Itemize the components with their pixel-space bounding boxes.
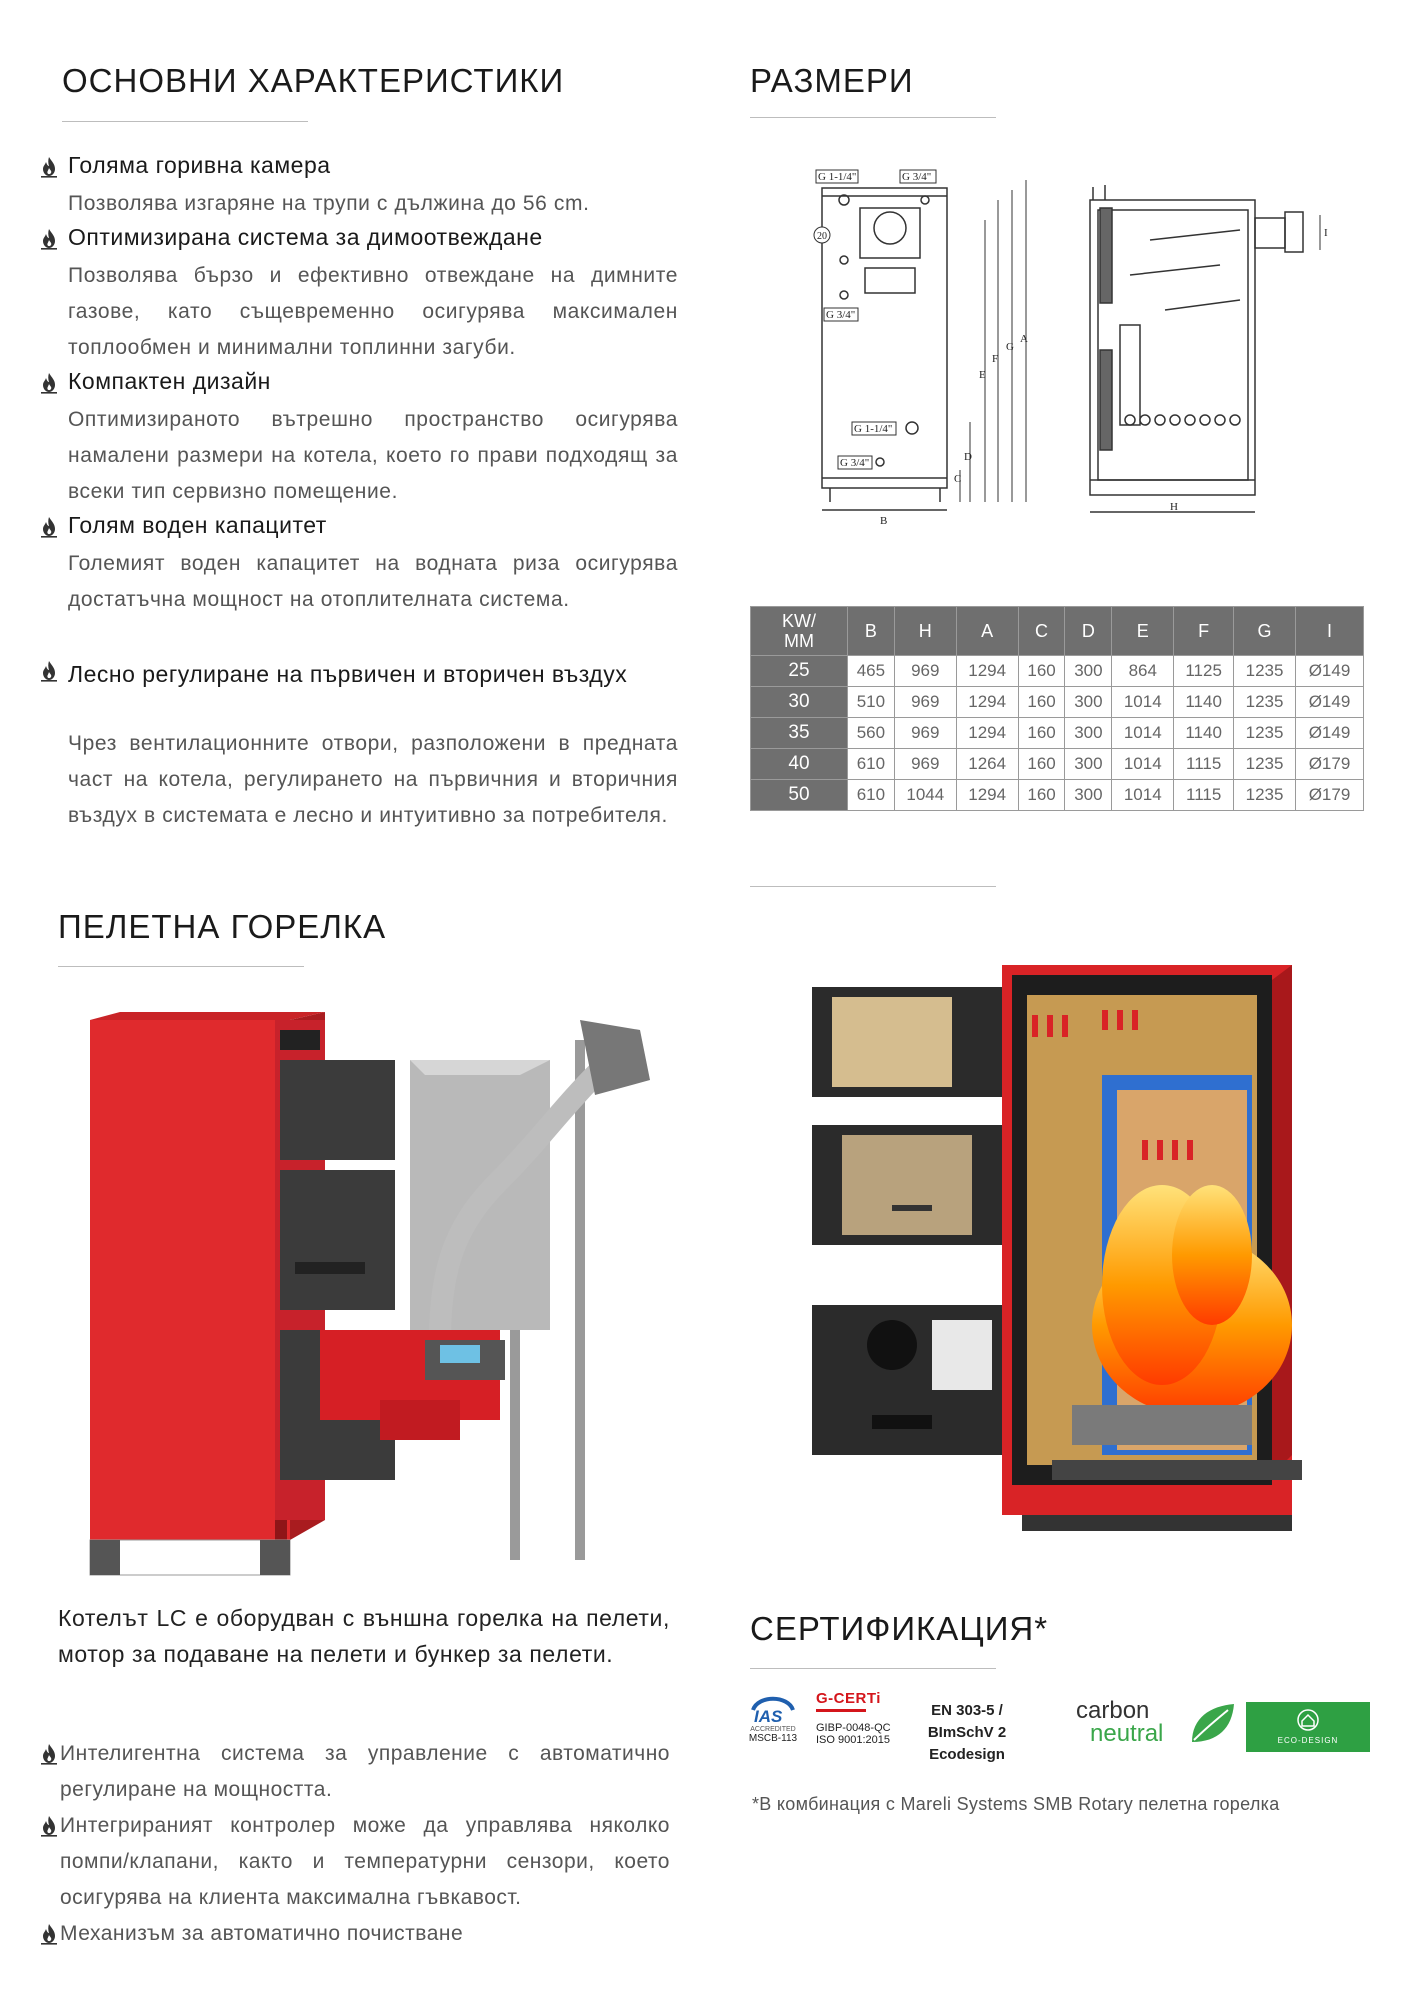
table-cell: 1235	[1234, 718, 1296, 749]
table-cell: 610	[848, 749, 895, 780]
table-cell: 864	[1112, 656, 1174, 687]
label-g114-bottom: G 1-1/4"	[854, 423, 893, 435]
pellet-bullet: Интелигентна система за управление с автоматично регулиране на мощността.	[60, 1742, 670, 1801]
feature-title: Голям воден капацитет	[68, 512, 327, 538]
table-cell: 300	[1065, 780, 1112, 811]
flame-icon	[40, 1815, 58, 1837]
table-cell: 969	[894, 656, 956, 687]
label-C: C	[954, 473, 962, 485]
column-header: D	[1065, 607, 1112, 656]
boiler-cutaway-image	[772, 955, 1338, 1535]
table-cell: 300	[1065, 687, 1112, 718]
table-cell: 160	[1018, 656, 1065, 687]
table-cell: 1294	[956, 718, 1018, 749]
column-header: F	[1174, 607, 1234, 656]
flame-icon	[40, 228, 58, 250]
table-cell: 1235	[1234, 749, 1296, 780]
table-cell: 1014	[1112, 780, 1174, 811]
label-g34-mid: G 3/4"	[826, 309, 856, 321]
flame-icon	[40, 156, 58, 178]
table-row	[751, 656, 1364, 687]
en-line1: EN 303-5 / BImSchV 2	[927, 1702, 1007, 1741]
gcert-code1: GIBP-0048-QC	[816, 1722, 891, 1734]
column-header: H	[894, 607, 956, 656]
table-cell: Ø149	[1296, 656, 1364, 687]
table-cell: 1235	[1234, 780, 1296, 811]
table-cell: 1294	[956, 780, 1018, 811]
certification-footnote: *В комбинация с Mareli Systems SMB Rotary пелетна горелка	[752, 1794, 1280, 1814]
table-cell: 1235	[1234, 656, 1296, 687]
table-cell: 1294	[956, 687, 1018, 718]
row-kw: 30	[751, 687, 848, 718]
label-F: F	[992, 353, 999, 365]
heading-divider	[750, 1668, 996, 1669]
eco-house-icon	[1296, 1708, 1320, 1732]
row-kw: 40	[751, 749, 848, 780]
carbon-text: carbon	[1076, 1697, 1150, 1724]
table-cell: 300	[1065, 656, 1112, 687]
ecodesign-text: ECO-DESIGN	[1277, 1736, 1339, 1745]
table-row	[751, 749, 1364, 780]
table-row	[751, 687, 1364, 718]
leaf-icon	[1188, 1700, 1236, 1746]
label-G: G	[1006, 341, 1014, 353]
en-line2: Ecodesign	[929, 1746, 1005, 1763]
table-row	[751, 780, 1364, 811]
label-H: H	[1170, 501, 1178, 513]
feature-title: Компактен дизайн	[68, 368, 271, 394]
table-cell: 160	[1018, 780, 1065, 811]
row-kw: 25	[751, 656, 848, 687]
table-corner: KW/ MM	[751, 607, 848, 656]
ias-mark: IAS	[754, 1707, 783, 1726]
row-kw: 35	[751, 718, 848, 749]
feature-desc: Големият воден капацитет на водната риза осигурява достатъчна мощност на отоплителната система.	[68, 552, 678, 611]
column-header: I	[1296, 607, 1364, 656]
en-standard	[902, 1700, 1032, 1766]
feature-desc: Позволява бързо и ефективно отвеждане на димните газове, като същевременно осигурява максимален топлообмен и минимални топлинни загуби.	[68, 264, 678, 359]
label-20: 20	[817, 231, 827, 242]
table-cell: Ø179	[1296, 749, 1364, 780]
gcert-text: G-CERTi	[816, 1690, 881, 1707]
neutral-text: neutral	[1090, 1720, 1164, 1747]
section-divider	[750, 886, 996, 887]
table-cell: 1115	[1174, 749, 1234, 780]
pellet-intro: Котелът LC е оборудван с външна горелка на пелети, мотор за подаване на пелети и бункер за пелети.	[58, 1605, 670, 1667]
column-header: E	[1112, 607, 1174, 656]
table-cell: 160	[1018, 749, 1065, 780]
main-features-heading: ОСНОВНИ ХАРАКТЕРИСТИКИ	[62, 62, 565, 99]
certification-heading: СЕРТИФИКАЦИЯ*	[750, 1610, 1049, 1647]
pellet-boiler-image	[80, 1000, 660, 1580]
pellet-bullet: Интегрираният контролер може да управлява няколко помпи/клапани, както и температурни сензори, което осигурява на клиента максимална гъвкавост.	[60, 1814, 670, 1909]
label-D: D	[964, 451, 972, 463]
column-header: B	[848, 607, 895, 656]
column-header: C	[1018, 607, 1065, 656]
table-row	[751, 718, 1364, 749]
table-cell: 1140	[1174, 687, 1234, 718]
table-cell: Ø149	[1296, 687, 1364, 718]
feature-desc: Оптимизираното вътрешно пространство осигурява намалени размери на котела, което го прави подходящ за всеки тип сервизно помещение.	[68, 408, 678, 503]
ias-accredited: ACCREDITED	[750, 1726, 796, 1733]
label-g34-top: G 3/4"	[902, 171, 932, 183]
gcert-mark	[816, 1690, 896, 1707]
feature-title: Лесно регулиране на първичен и вторичен въздух	[68, 661, 628, 687]
table-cell: 1125	[1174, 656, 1234, 687]
table-cell: 1235	[1234, 687, 1296, 718]
label-g114-top: G 1-1/4"	[818, 171, 857, 183]
carbon-neutral-logo	[1076, 1697, 1236, 1760]
heading-divider	[750, 117, 996, 118]
table-cell: 969	[894, 749, 956, 780]
table-cell: Ø179	[1296, 780, 1364, 811]
dimensions-heading: РАЗМЕРИ	[750, 62, 914, 99]
table-cell: 1115	[1174, 780, 1234, 811]
row-kw: 50	[751, 780, 848, 811]
pellet-bullet: Механизъм за автоматично почистване	[60, 1922, 464, 1945]
label-E: E	[979, 369, 986, 381]
table-cell: 610	[848, 780, 895, 811]
table-cell: 1044	[894, 780, 956, 811]
flame-icon	[40, 516, 58, 538]
feature-title: Голяма горивна камера	[68, 152, 331, 178]
table-cell: 300	[1065, 718, 1112, 749]
table-cell: 160	[1018, 718, 1065, 749]
dimension-drawing	[800, 160, 1340, 527]
gcert-logo	[816, 1690, 896, 1746]
heading-divider	[58, 966, 304, 967]
table-body	[751, 656, 1364, 811]
flame-icon	[40, 660, 58, 682]
feature-desc: Чрез вентилационните отвори, разположени в предната част на котела, регулирането на първичния и вторичния въздух в системата е лесно и интуитивно за потребителя.	[68, 732, 678, 827]
label-B: B	[880, 515, 888, 527]
table-cell: 1014	[1112, 687, 1174, 718]
table-cell: 510	[848, 687, 895, 718]
table-cell: 1264	[956, 749, 1018, 780]
gcert-code2: ISO 9001:2015	[816, 1734, 891, 1746]
ias-logo	[748, 1690, 798, 1760]
heading-divider	[62, 121, 308, 122]
feature-title: Оптимизирана система за димоотвеждане	[68, 224, 543, 250]
label-A: A	[1020, 333, 1028, 345]
table-cell: 1140	[1174, 718, 1234, 749]
table-cell: 465	[848, 656, 895, 687]
table-cell: 1294	[956, 656, 1018, 687]
flame-icon	[40, 1923, 58, 1945]
table-cell: 1014	[1112, 749, 1174, 780]
column-header: G	[1234, 607, 1296, 656]
table-cell: 969	[894, 718, 956, 749]
feature-desc: Позволява изгаряне на трупи с дължина до 56 cm.	[68, 192, 590, 215]
table-cell: 560	[848, 718, 895, 749]
label-I: I	[1324, 227, 1328, 239]
table-cell: 969	[894, 687, 956, 718]
flame-icon	[40, 372, 58, 394]
ias-code: MSCB-113	[748, 1733, 798, 1744]
label-g34-bottom: G 3/4"	[840, 457, 870, 469]
table-cell: 300	[1065, 749, 1112, 780]
table-cell: Ø149	[1296, 718, 1364, 749]
pellet-burner-heading: ПЕЛЕТНА ГОРЕЛКА	[58, 908, 387, 945]
ecodesign-logo	[1246, 1702, 1370, 1752]
column-header: A	[956, 607, 1018, 656]
table-header-row	[751, 607, 1364, 656]
table-cell: 1014	[1112, 718, 1174, 749]
gcert-underline	[816, 1709, 866, 1712]
table-cell: 160	[1018, 687, 1065, 718]
dimensions-table	[750, 606, 1364, 811]
flame-icon	[40, 1743, 58, 1765]
